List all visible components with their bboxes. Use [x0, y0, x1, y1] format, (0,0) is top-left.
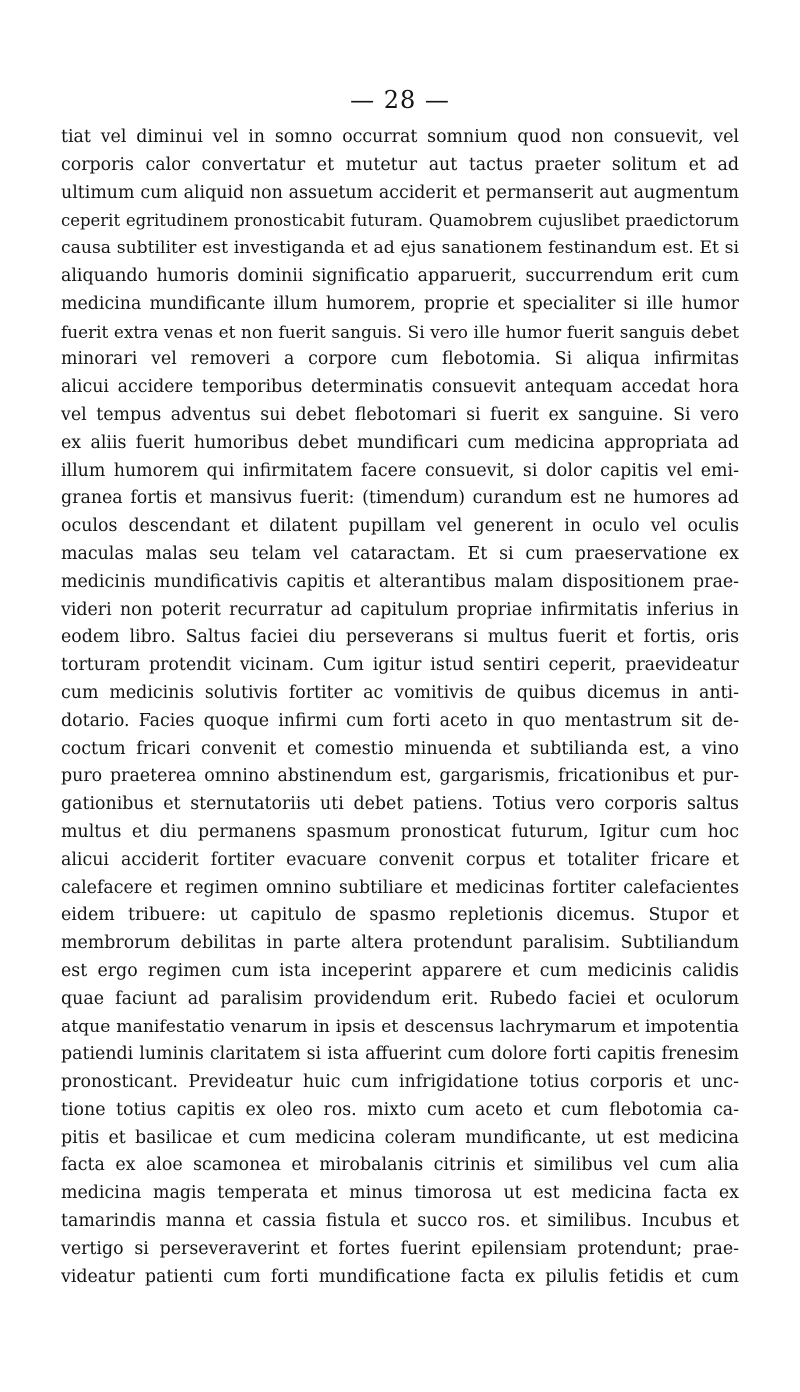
- text-line: oculos descendant et dilatent pupillam vel generent in oculo vel oculis: [61, 516, 739, 537]
- text-line: corporis calor convertatur et mutetur aut tactus praeter solitum et ad: [61, 154, 739, 175]
- text-line: est ergo regimen cum ista inceperint apparere et cum medicinis calidis: [61, 960, 739, 981]
- text-line: ceperit egritudinem pronosticabit futuram. Quamobrem cujuslibet praedictorum: [61, 211, 739, 231]
- text-line: maculas malas seu telam vel cataractam. Et si cum praeservatione ex: [61, 543, 739, 564]
- text-line: medicina magis temperata et minus timorosa ut est medicina facta ex: [61, 1183, 739, 1204]
- text-line: dotario. Facies quoque infirmi cum forti aceto in quo mentastrum sit de-: [61, 710, 739, 731]
- text-line: pronosticant. Previdеatur huic cum infrigidatione totius corporis et unc-: [61, 1072, 739, 1093]
- text-line: gationibus et sternutatoriis uti debet patiens. Totius vero corporis saltus: [61, 794, 739, 815]
- text-line: calefacere et regimen omnino subtiliare et medicinas fortiter calefacientes: [61, 877, 739, 898]
- text-line: vertigo si perseveraverint et fortes fuerint epilensiam protendunt; prae-: [61, 1238, 739, 1259]
- text-line: alicui acciderit fortiter evacuare convenit corpus et totaliter fricare et: [61, 849, 739, 870]
- text-line: illum humorem qui infirmitatem facere consuevit, si dolor capitis vel emi-: [61, 460, 739, 481]
- text-line: cum medicinis solutivis fortiter ac vomitivis de quibus dicemus in anti-: [61, 682, 739, 703]
- text-line: videatur patienti cum forti mundificatione facta ex pilulis fetidis et cum: [61, 1266, 739, 1287]
- text-line: medicinis mundificativis capitis et alterantibus malam dispositionem prae-: [61, 571, 739, 592]
- text-line: granea fortis et mansivus fuerit: (timendum) curandum est ne humores ad: [61, 488, 739, 509]
- text-line: tamarindis manna et cassia fistula et succo ros. et similibus. Incubus et: [61, 1211, 739, 1232]
- text-line: pitis et basilicae et cum medicina coleram mundificante, ut est medicina: [61, 1127, 739, 1148]
- text-line: torturam protendit vicinam. Cum igitur istud sentiri ceperit, praevideatur: [61, 655, 739, 676]
- text-line: minorari vel removeri a corpore cum flebotomia. Si aliqua infirmitas: [61, 349, 739, 370]
- text-line: causa subtiliter est investiganda et ad ejus sanationem festinandum est. Et si: [61, 238, 739, 259]
- text-line: vel tempus adventus sui debet flebotomari si fuerit ex sanguine. Si vero: [61, 404, 739, 425]
- text-line: eidem tribuere: ut capitulo de spasmo repletionis dicemus. Stupor et: [61, 905, 739, 926]
- text-line: multus et diu permanens spasmum pronosticat futurum, Igitur cum hoc: [61, 821, 739, 842]
- text-line: facta ex aloe scamonea et mirobalanis citrinis et similibus vel cum alia: [61, 1155, 739, 1176]
- text-line: medicina mundificante illum humorem, proprie et specialiter si ille humor: [61, 293, 739, 314]
- text-line: ex aliis fuerit humoribus debet mundificari cum medicina appropriata ad: [61, 432, 739, 453]
- text-line: coctum fricari convenit et comestio minuenda et subtilianda est, a vino: [61, 738, 739, 759]
- text-line: videri non poterit recurratur ad capitulum propriae infirmitatis inferius in: [61, 599, 739, 620]
- text-line: ultimum cum aliquid non assuetum acciderit et permanserit aut augmentum: [61, 182, 739, 203]
- page-number: — 28 —: [350, 86, 450, 114]
- text-line: fuerit extra venas et non fuerit sanguis. Si vero ille humor fuerit sanguis debet: [61, 321, 739, 342]
- text-line: quae faciunt ad paralisim providendum erit. Rubedo faciei et oculorum: [61, 988, 739, 1009]
- body-text: [61, 124, 739, 1291]
- text-line: alicui accidere temporibus determinatis consuevit antequam accedat hora: [61, 377, 739, 398]
- text-line: patiendi luminis claritatem si ista affuerint cum dolore forti capitis frenesim: [61, 1044, 739, 1065]
- text-line: membrorum debilitas in parte altera protendunt paralisim. Subtiliandum: [61, 933, 739, 954]
- text-line: aliquando humoris dominii significatio apparuerit, succurrendum erit cum: [61, 265, 739, 286]
- text-line: eodem libro. Saltus faciei diu perseverans si multus fuerit et fortis, oris: [61, 627, 739, 648]
- text-line: tiat vel diminui vel in somno occurrat somnium quod non consuevit, vel: [61, 127, 739, 147]
- text-line: tione totius capitis ex oleo ros. mixto cum aceto et cum flebotomia ca-: [61, 1099, 739, 1120]
- text-line: atque manifestatio venarum in ipsis et descensus lachrymarum et impotentia: [61, 1016, 739, 1037]
- text-line: puro praeterea omnino abstinendum est, gargarismis, fricationibus et pur-: [61, 766, 739, 787]
